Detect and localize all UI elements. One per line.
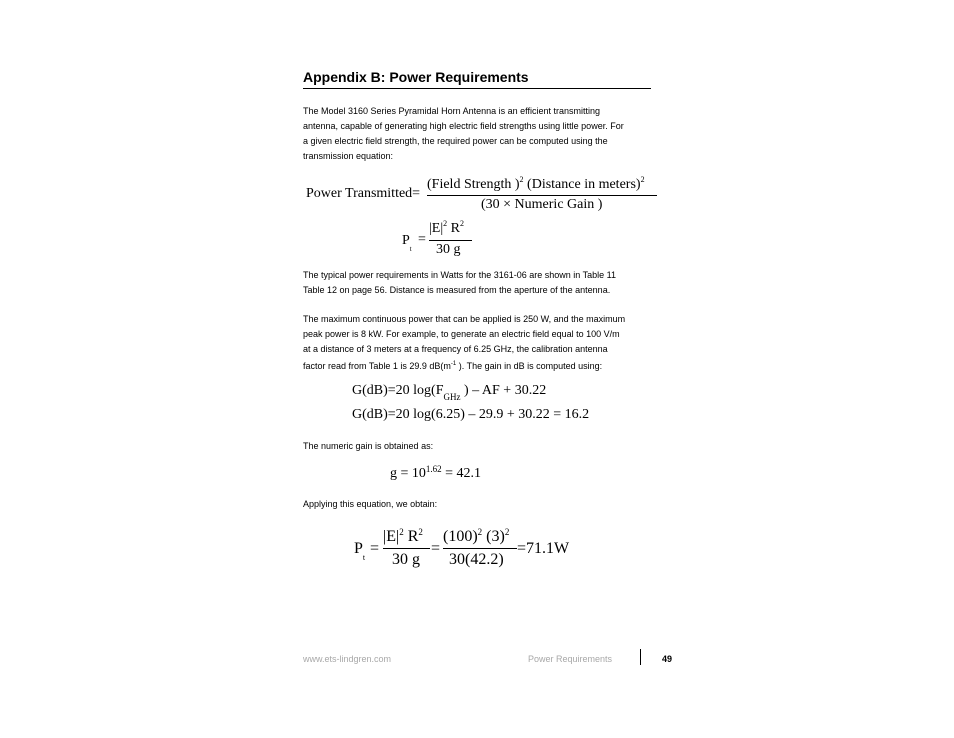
text-line: at a distance of 3 meters at a frequency of 6.25 GHz, the calibration antenna	[303, 344, 608, 354]
pt-symbol: $P_t$	[402, 233, 412, 253]
equation-numerator: $|E|^2$ $R^2$	[429, 219, 465, 236]
numeric-gain-intro: The numeric gain is obtained as:	[303, 441, 434, 451]
second-denominator: 30(42.2)	[449, 551, 504, 568]
text-line: factor read from Table 1 is 29.9 $dB(m^{-1}$ ). The gain in dB is computed using:	[303, 361, 603, 371]
text-line: peak power is 8 kW. For example, to generate an electric field equal to 100 V/m	[303, 329, 620, 339]
result-equation	[354, 527, 594, 577]
footer-divider	[640, 649, 641, 665]
equation-numerator	[427, 177, 645, 193]
exponent: 2	[640, 175, 645, 184]
text-line: transmission equation:	[303, 151, 394, 161]
distance-term: (Distance in meters)	[527, 177, 641, 192]
numeric-gain-equation: $g = 10^{1.62} = 42.1$	[390, 464, 482, 481]
intro-paragraph	[303, 104, 653, 164]
equation-lhs: Power Transmitted=	[306, 186, 421, 201]
text-line: Table 12 on page 56. Distance is measured from the aperture of the antenna.	[303, 285, 611, 295]
fraction-bar	[383, 548, 430, 549]
fraction-bar	[429, 240, 472, 241]
text-line: a given electric field strength, the required power can be computed using the	[303, 136, 608, 146]
typical-paragraph	[303, 268, 653, 298]
page-number: 49	[662, 654, 673, 664]
result-value: =71.1W	[517, 540, 570, 557]
applying-paragraph: Applying this equation, we obtain:	[303, 499, 438, 509]
footer-section: Power Requirements	[528, 654, 613, 664]
text-line: antenna, capable of generating high electric field strengths using little power. For	[303, 121, 624, 131]
first-numerator: $|E|^2$ $R^2$	[383, 527, 423, 545]
pt-equation-small	[402, 220, 482, 262]
gain-calculation: G(dB)=20 log(6.25) – 29.9 + 30.22 = 16.2	[352, 407, 590, 422]
fraction-bar	[443, 548, 517, 549]
equation-denominator: (30 × Numeric Gain )	[481, 197, 603, 212]
maximum-paragraph	[303, 312, 653, 374]
text-line: The Model 3160 Series Pyramidal Horn Antenna is an efficient transmitting	[303, 106, 600, 116]
pt-symbol: $P_t$	[354, 540, 366, 563]
equation-denominator: 30 g	[436, 242, 461, 257]
exponent: 2	[519, 175, 524, 184]
footer-website: www.ets-lindgren.com	[303, 654, 392, 664]
first-denominator: 30 g	[392, 551, 420, 568]
field-strength-term: (Field Strength )	[427, 177, 520, 192]
text-line: The typical power requirements in Watts for the 3161-06 are shown in Table 11	[303, 270, 617, 280]
equals-sign: =	[370, 540, 380, 557]
gain-formula: G(dB)=20 $\log(F_{GHz}$ ) – AF + 30.22	[352, 383, 547, 402]
equals-sign: =	[431, 540, 441, 557]
equals-sign: =	[418, 232, 426, 247]
fraction-bar	[427, 195, 657, 196]
second-numerator: $(100)^2$ $(3)^2$	[443, 527, 510, 545]
section-heading: Appendix B: Power Requirements	[303, 69, 651, 89]
text-line: The maximum continuous power that can be applied is 250 W, and the maximum	[303, 314, 626, 324]
power-transmitted-equation	[306, 176, 666, 216]
